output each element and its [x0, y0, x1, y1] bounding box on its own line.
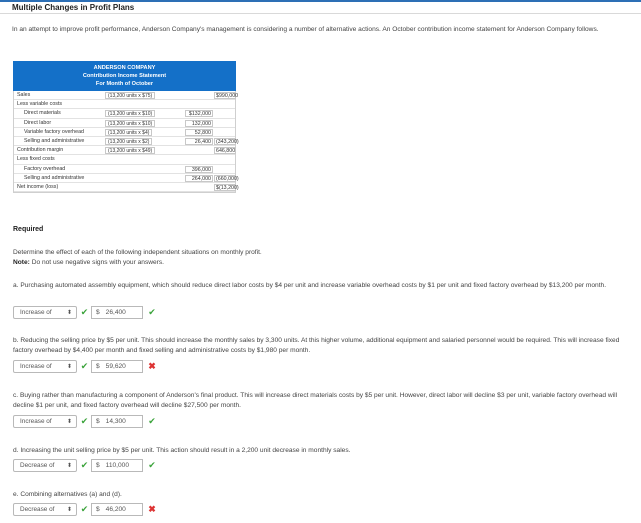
check-icon: ✔ [80, 307, 89, 317]
statement-header [13, 61, 236, 91]
statement-row-total: (660,000) [216, 175, 239, 182]
effect-select-value: Decrease of [20, 462, 55, 469]
answer-row [13, 503, 157, 516]
statement-row [14, 165, 235, 174]
statement-row-amount: 264,000 [185, 175, 213, 182]
statement-row-amount: 26,400 [185, 138, 213, 145]
statement-row-total: $(13,200) [216, 184, 239, 191]
question-text: c. Buying rather than manufacturing a component of Anderson's final product. This will increase direct materials costs by $5 per unit. However, direct labor will decline $3 per unit, variable factory overhead will decline $1 per unit, and fixed factory overhead will decline $27,500 per month. [13, 392, 618, 409]
cross-icon: ✖ [148, 504, 156, 514]
note-label: Note: [13, 259, 30, 266]
amount-value: 14,300 [105, 418, 126, 425]
question-text: e. Combining alternatives (a) and (d). [13, 491, 122, 498]
effect-select-value: Increase of [20, 418, 52, 425]
statement-row-label: Variable factory overhead [24, 128, 84, 135]
currency-symbol: $ [96, 363, 100, 370]
statement-row [14, 128, 235, 137]
statement-row [14, 91, 239, 100]
amount-value: 59,620 [105, 363, 126, 370]
check-icon: ✔ [80, 416, 89, 426]
currency-symbol: $ [96, 309, 100, 316]
intro-text: In an attempt to improve profit performance, Anderson Company's management is considering a number of alternative actions. An October contribution income statement for Anderson Company follows. [12, 26, 599, 33]
statement-row-quantity: (13,200 units x $2) [105, 138, 152, 145]
question-text: a. Purchasing automated assembly equipment, which should reduce direct labor costs by $4 per unit and increase variable overhead costs by $1 per unit and fixed factory overhead by $13,200 per month. [13, 282, 607, 289]
answer-row [13, 306, 157, 319]
updown-arrow-icon: ⬍ [66, 363, 72, 370]
title-divider [0, 13, 641, 14]
currency-symbol: $ [96, 418, 100, 425]
statement-row [14, 146, 235, 155]
updown-arrow-icon: ⬍ [66, 462, 72, 469]
statement-row [14, 183, 239, 192]
required-heading: Required [13, 226, 44, 233]
statement-row-amount: 52,800 [185, 129, 213, 136]
instructions-text: Determine the effect of each of the following independent situations on monthly profit. [13, 249, 262, 256]
note-text: Do not use negative signs with your answers. [29, 259, 165, 266]
question-text: d. Increasing the unit selling price by $5 per unit. This action should result in a 2,200 unit decrease in monthly sales. [13, 447, 351, 454]
check-icon: ✔ [80, 361, 89, 371]
statement-row [14, 174, 239, 183]
check-icon: ✔ [148, 416, 156, 426]
effect-select-value: Decrease of [20, 506, 55, 513]
statement-row-label: Net income (loss) [17, 183, 59, 190]
statement-company: ANDERSON COMPANY [93, 65, 156, 71]
effect-select[interactable] [13, 415, 77, 428]
amount-value: 26,400 [105, 309, 126, 316]
statement-row-amount: 396,000 [185, 166, 213, 173]
statement-row-label: Direct labor [24, 119, 52, 126]
statement-row-total: 646,800 [216, 148, 236, 155]
statement-row-quantity: (13,200 units x $10) [105, 120, 155, 127]
cross-icon: ✖ [148, 361, 156, 371]
amount-input[interactable] [91, 360, 143, 373]
statement-row-label: Less variable costs [17, 101, 63, 108]
updown-arrow-icon: ⬍ [66, 506, 72, 513]
statement-period: For Month of October [95, 81, 154, 87]
top-accent-bar [0, 0, 641, 2]
question-text: b. Reducing the selling price by $5 per unit. This should increase the monthly sales by 3,300 units. At this higher volume, additional equipment and salaried personnel would be required. This will increase fixed factory overhead by $4,400 per month and fixed selling and administrative costs by $1,980 per month. [13, 337, 620, 354]
statement-row [14, 119, 235, 128]
statement-row-total: $990,000 [216, 93, 239, 99]
statement-body [13, 91, 239, 193]
check-icon: ✔ [80, 460, 89, 470]
statement-row-amount: 132,000 [185, 120, 213, 127]
amount-input[interactable] [91, 306, 143, 319]
statement-row-total: (343,200) [216, 138, 239, 145]
statement-row-label: Less fixed costs [17, 156, 55, 163]
statement-name: Contribution Income Statement [82, 73, 167, 79]
check-icon: ✔ [80, 504, 89, 514]
amount-value: 46,200 [105, 506, 126, 513]
page-title: Multiple Changes in Profit Plans [12, 3, 135, 12]
answer-row [13, 415, 157, 428]
currency-symbol: $ [96, 462, 100, 469]
statement-row-label: Factory overhead [24, 165, 66, 172]
statement-row-label: Selling and administrative [24, 174, 85, 181]
statement-row-quantity: (13,200 units x $75) [105, 92, 155, 99]
updown-arrow-icon: ⬍ [66, 418, 72, 425]
statement-row-label: Sales [17, 92, 31, 98]
note-line [13, 258, 262, 268]
statement-row [14, 137, 239, 146]
statement-row [14, 109, 235, 118]
statement-row [14, 155, 235, 164]
statement-row-label: Selling and administrative [24, 137, 85, 144]
statement-row-label: Direct materials [24, 110, 61, 117]
currency-symbol: $ [96, 506, 100, 513]
effect-select-value: Increase of [20, 309, 52, 316]
income-statement [13, 61, 239, 193]
instructions [13, 248, 262, 268]
answer-row [13, 459, 157, 472]
updown-arrow-icon: ⬍ [66, 309, 72, 316]
amount-input[interactable] [91, 459, 143, 472]
statement-row-label: Contribution margin [17, 147, 64, 154]
effect-select-value: Increase of [20, 363, 52, 370]
answer-row [13, 360, 157, 373]
statement-row-amount: $132,000 [185, 110, 213, 117]
amount-value: 110,000 [105, 462, 130, 469]
amount-input[interactable] [91, 415, 143, 428]
statement-row-quantity: (13,200 units x $10) [105, 110, 155, 117]
check-icon: ✔ [148, 307, 156, 317]
amount-input[interactable] [91, 503, 143, 516]
statement-row [14, 100, 235, 109]
effect-select[interactable] [13, 459, 77, 472]
effect-select[interactable] [13, 360, 77, 373]
check-icon: ✔ [148, 460, 156, 470]
statement-row-quantity: (13,200 units x $49) [105, 147, 155, 154]
effect-select[interactable] [13, 503, 77, 516]
effect-select[interactable] [13, 306, 77, 319]
statement-row-quantity: (13,200 units x $4) [105, 129, 152, 136]
